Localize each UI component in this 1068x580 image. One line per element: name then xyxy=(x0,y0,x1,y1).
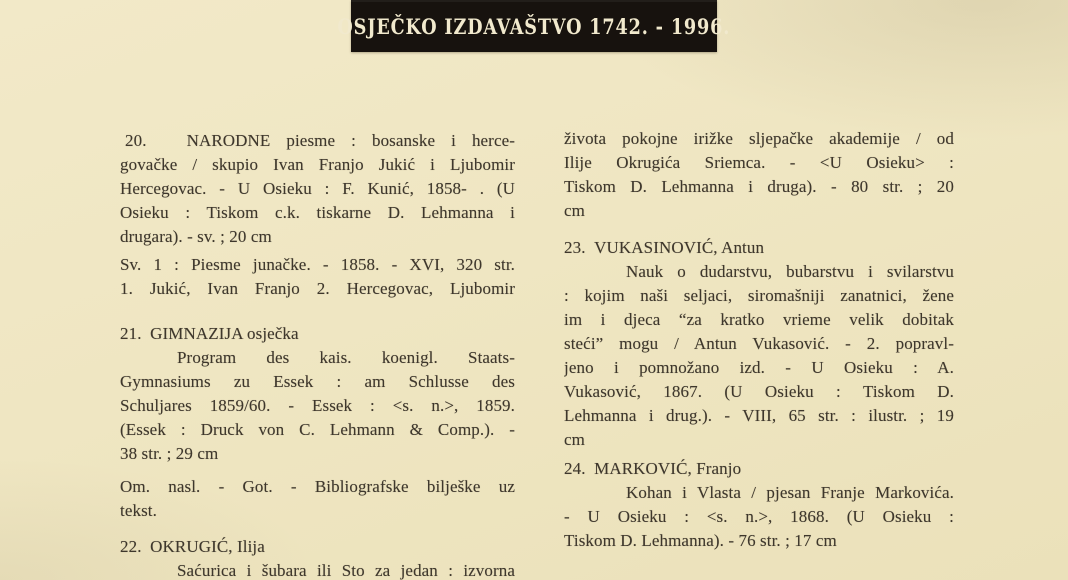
entry-20 xyxy=(120,129,515,249)
entry-line: Vukasović, 1867. (U Osieku : Tiskom D. xyxy=(564,382,954,401)
entry-line: Saćurica i šubara ili Sto za jedan : izvorna xyxy=(177,561,515,580)
header-banner xyxy=(337,0,731,52)
entry-heading: 21. GIMNAZIJA osječka xyxy=(120,324,299,343)
entry-line: drugara). - sv. ; 20 cm xyxy=(120,227,272,246)
entry-line xyxy=(120,129,515,153)
entry-heading: 23. VUKASINOVIĆ, Antun xyxy=(564,238,765,257)
entry-line: Om. nasl. - Got. - Bibliografske bilješke uz xyxy=(120,477,515,496)
entry-line: steći” mogu / Antun Vukasović. - 2. popravl- xyxy=(564,334,954,353)
entry-line: - U Osieku : <s. n.>, 1868. (U Osieku : xyxy=(564,507,954,526)
entry-line: Gymnasiums zu Essek : am Schlusse des xyxy=(120,372,515,391)
entry-line: Program des kais. koenigl. Staats- xyxy=(177,348,515,367)
entry-line: Tiskom D. Lehmanna i druga). - 80 str. ; 20 xyxy=(564,177,954,196)
page-title: OSJEČKO IZDAVAŠTVO 1742. - 1996. xyxy=(337,13,731,39)
entry-line: cm xyxy=(564,430,585,449)
entry-text: NARODNE piesme : bosanske i herce- xyxy=(186,131,515,150)
entry-24 xyxy=(564,457,954,553)
entry-22 xyxy=(120,535,515,580)
entry-22-continuation xyxy=(564,127,954,223)
entry-heading: 24. MARKOVIĆ, Franjo xyxy=(564,459,742,478)
entry-line: jeno i pomnožano izd. - U Osieku : A. xyxy=(564,358,954,377)
entry-line: govačke / skupio Ivan Franjo Jukić i Ljubomir xyxy=(120,155,515,174)
entry-line: (Essek : Druck von C. Lehmann & Comp.). - xyxy=(120,420,515,439)
entry-line: Tiskom D. Lehmanna). - 76 str. ; 17 cm xyxy=(564,531,837,550)
entry-21 xyxy=(120,322,515,466)
entry-line: 1. Jukić, Ivan Franjo 2. Hercegovac, Ljubomir xyxy=(120,279,515,298)
entry-line: Ilije Okrugića Sriemca. - <U Osieku> : xyxy=(564,153,954,172)
entry-line: 38 str. ; 29 cm xyxy=(120,444,219,463)
entry-line: cm xyxy=(564,201,585,220)
entry-line: Nauk o dudarstvu, bubarstvu i svilarstvu xyxy=(626,262,954,281)
entry-line: života pokojne irižke sljepačke akademije / od xyxy=(564,129,954,148)
entry-line: : kojim naši seljaci, siromašniji zanatnici, žene xyxy=(564,286,954,305)
entry-line: im i djeca “za kratko vrieme velik dobitak xyxy=(564,310,954,329)
entry-21-note xyxy=(120,475,515,523)
column-right xyxy=(564,127,954,553)
entry-23 xyxy=(564,236,954,452)
entry-line: tekst. xyxy=(120,501,157,520)
entry-line: Kohan i Vlasta / pjesan Franje Markovića. xyxy=(626,483,954,502)
entry-line: Osieku : Tiskom c.k. tiskarne D. Lehmanna i xyxy=(120,203,515,222)
entry-heading: 22. OKRUGIĆ, Ilija xyxy=(120,537,265,556)
entry-number: 20. xyxy=(125,131,147,150)
entry-line: Sv. 1 : Piesme junačke. - 1858. - XVI, 320 str. xyxy=(120,255,515,274)
entry-line: Schuljares 1859/60. - Essek : <s. n.>, 1859. xyxy=(120,396,515,415)
indent-gap xyxy=(147,145,187,146)
column-left xyxy=(120,129,515,580)
entry-line: Lehmanna i drug.). - VIII, 65 str. : ilustr. ; 19 xyxy=(564,406,954,425)
entry-line: Hercegovac. - U Osieku : F. Kunić, 1858- . (U xyxy=(120,179,515,198)
entry-20-volume-note xyxy=(120,253,515,301)
